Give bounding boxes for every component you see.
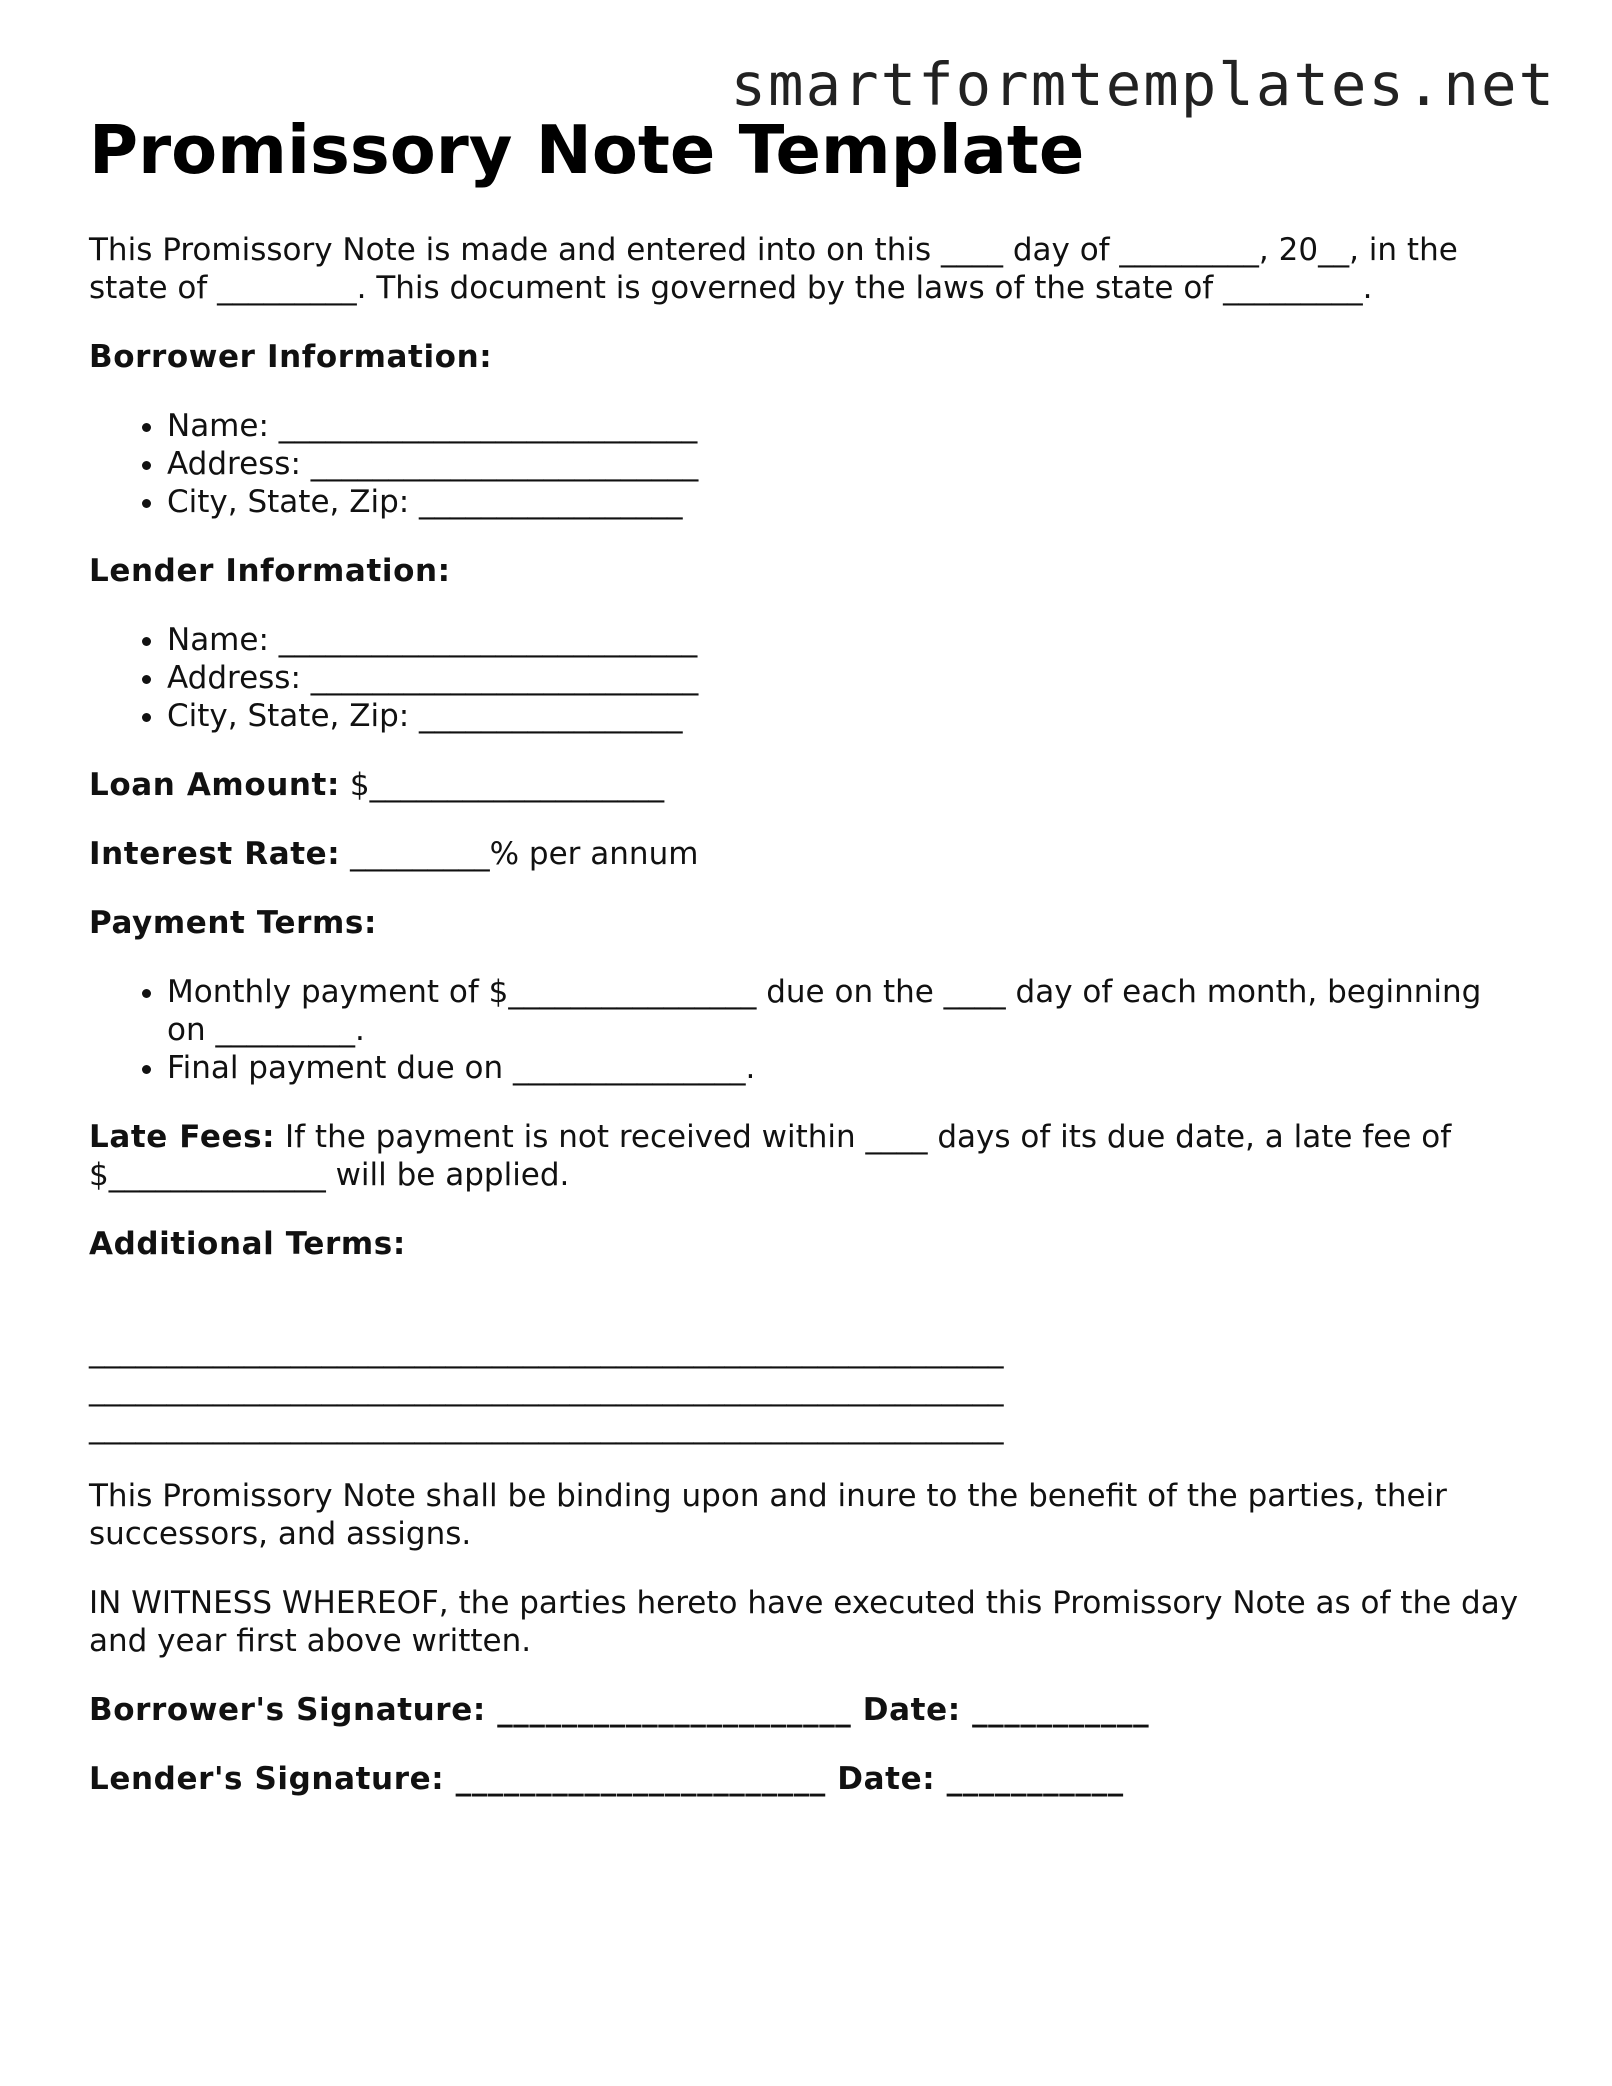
list-item: • Name: ___________________________ <box>167 407 1529 445</box>
additional-terms-lines <box>89 1294 1529 1446</box>
borrower-heading-label: Borrower Information: <box>89 339 493 375</box>
list-item: • Address: _________________________ <box>167 659 1529 697</box>
binding-clause: This Promissory Note shall be binding upon and inure to the benefit of the parties, their successors, and assigns. <box>89 1478 1447 1552</box>
interest-rate-field: _________% per annum <box>350 836 699 872</box>
witness-clause: IN WITNESS WHEREOF, the parties hereto have executed this Promissory Note as of the day and year first above written. <box>89 1585 1519 1659</box>
list-item: • Address: _________________________ <box>167 445 1529 483</box>
site-watermark: smartformtemplates.net <box>730 50 1556 119</box>
spacer <box>89 1294 1529 1332</box>
late-fees-text: If the payment is not received within ____ days of its due date, a late fee of $______________ will be applied. <box>89 1119 1452 1193</box>
blank-line: ___________________________________________________________ <box>89 1409 1004 1445</box>
intro-paragraph: This Promissory Note is made and entered into on this ____ day of _________, 20__, in the state of _________. This document is governed by the laws of the state of _________. <box>89 232 1458 306</box>
blank-line: ___________________________________________________________ <box>89 1333 1004 1369</box>
payment-terms-heading <box>89 904 1529 942</box>
additional-terms-label: Additional Terms: <box>89 1226 406 1262</box>
list-item: • Monthly payment of $________________ due on the ____ day of each month, beginning on _________. <box>167 973 1529 1049</box>
borrower-heading <box>89 338 1529 376</box>
list-item: • City, State, Zip: _________________ <box>167 697 1529 735</box>
lender-list <box>89 621 1529 735</box>
document-body <box>89 231 1529 1829</box>
lender-heading-label: Lender Information: <box>89 553 451 589</box>
late-fees-label: Late Fees: <box>89 1119 276 1155</box>
lender-heading <box>89 552 1529 590</box>
late-fees-paragraph <box>89 1118 1529 1194</box>
payment-terms-label: Payment Terms: <box>89 905 377 941</box>
list-item: • Name: ___________________________ <box>167 621 1529 659</box>
loan-amount-line <box>89 766 1529 804</box>
loan-amount-label: Loan Amount: <box>89 767 340 803</box>
blank-line: ___________________________________________________________ <box>89 1371 1004 1407</box>
borrower-signature-line <box>89 1691 1529 1729</box>
loan-amount-field: $___________________ <box>349 767 665 803</box>
interest-rate-line <box>89 835 1529 873</box>
additional-terms-heading <box>89 1225 1529 1263</box>
list-item: • Final payment due on _______________. <box>167 1049 1529 1087</box>
interest-rate-label: Interest Rate: <box>89 836 341 872</box>
page-title: Promissory Note Template <box>89 111 1085 189</box>
lender-signature-line <box>89 1760 1529 1798</box>
borrower-signature-label: Borrower's Signature: ______________________ Date: ___________ <box>89 1692 1150 1728</box>
lender-signature-label: Lender's Signature: _______________________ Date: ___________ <box>89 1761 1124 1797</box>
list-item: • City, State, Zip: _________________ <box>167 483 1529 521</box>
borrower-list <box>89 407 1529 521</box>
payment-terms-list <box>89 973 1529 1087</box>
